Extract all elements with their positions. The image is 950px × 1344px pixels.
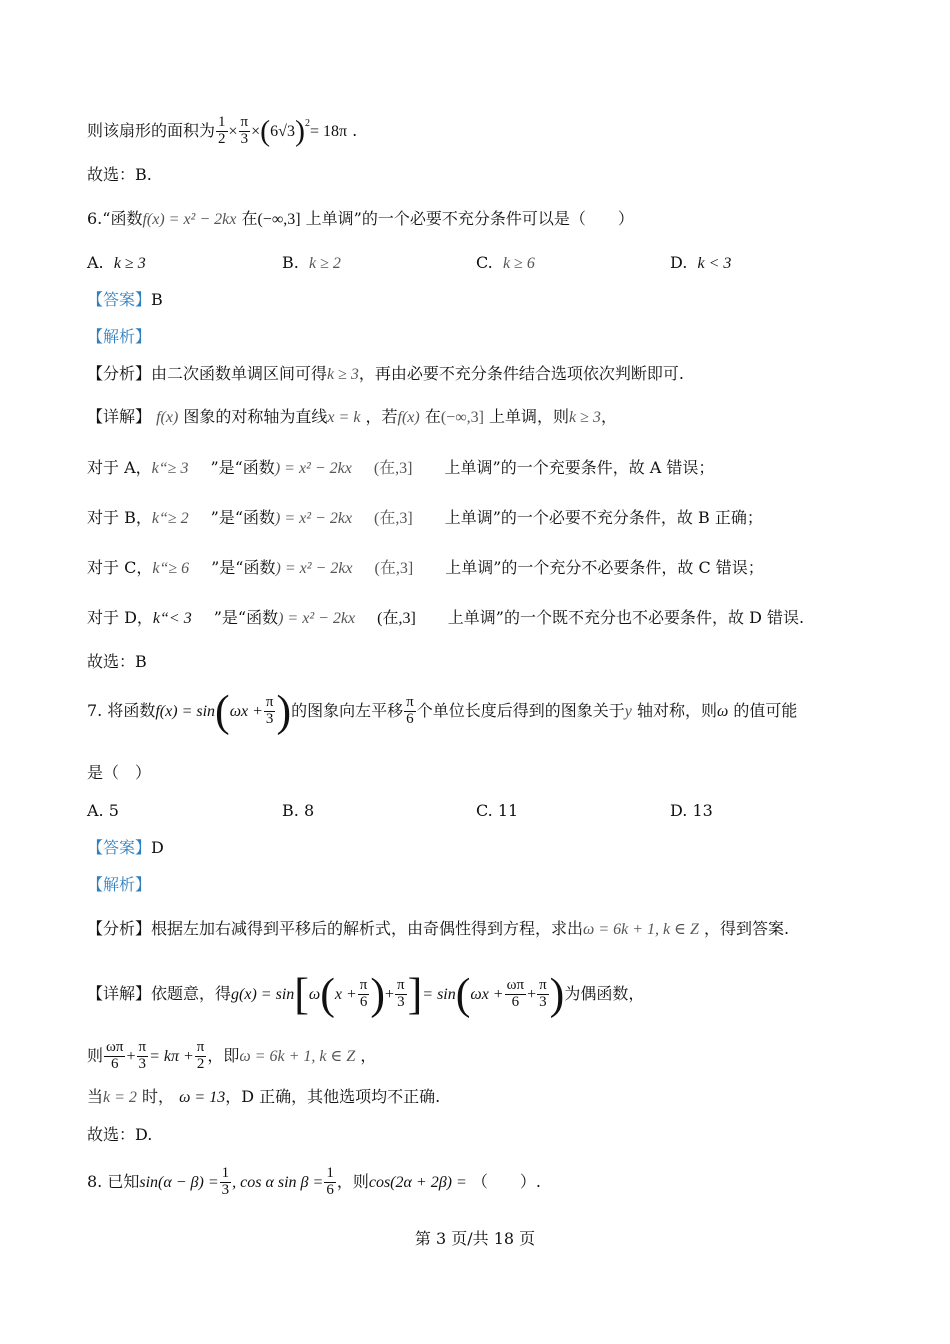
q7-fenxi: 【分析】根据左加右减得到平移后的解析式，由奇偶性得到方程，求出ω = 6k + 1, k ∈ Z ，得到答案. xyxy=(87,919,790,938)
q7-xiangjie: 【详解】依题意，得g(x) = sin[ω(x + $\frac{\pi}{6}$ )+ $\frac{\pi}{3}$ ]= sin(ωx + $\frac{\omega\pi}{6}$ + $\frac{\pi}{3}$ )为偶函数， xyxy=(87,969,645,1019)
q7-stem: 7. 将函数f(x) = sin(ωx + $\frac{\pi}{3}$ )的图象向左平移 $\frac{\pi}{6}$ 个单位长度后得到的图象关于y 轴对称，则ω 的值可能 xyxy=(87,686,798,736)
q7-stem-line2: 是（ ） xyxy=(87,763,152,782)
page-footer: 第 3 页/共 18 页 xyxy=(414,1229,536,1248)
q7-dang: 当k = 2 时， ω = 13，D 正确，其他选项均不正确. xyxy=(87,1087,441,1106)
q7-option-a: A. 5 xyxy=(87,801,119,820)
q6-case-b: 对于 B，k“≥ 2 ”是“函数) = x² − 2kx (在,3] 上单调”的一个必要不充分条件，故 B 正确； xyxy=(87,508,763,527)
q6-xiangjie: 【详解】 f(x) 图象的对称轴为直线x = k ，若f(x) 在(−∞,3] 上单调，则k ≥ 3， xyxy=(87,407,617,426)
q7-analysis-tag: 【解析】 xyxy=(87,875,152,894)
q6-analysis-tag: 【解析】 xyxy=(87,327,152,346)
q6-fenxi: 【分析】由二次函数单调区间可得k ≥ 3，再由必要不充分条件结合选项依次判断即可. xyxy=(87,364,685,383)
q6-option-b: B. k ≥ 2 xyxy=(282,253,341,272)
q6-option-a: A. k ≥ 3 xyxy=(87,253,146,272)
q6-stem: 6.“函数f(x) = x² − 2kx 在(−∞,3] 上单调”的一个必要不充分条件可以是（ ） xyxy=(87,209,634,228)
q7-conclusion: 故选：D. xyxy=(87,1125,153,1144)
q7-ze: 则 $\frac{\omega\pi}{6}$ + $\frac{\pi}{3}$ = kπ + $\frac{\pi}{2}$ ，即ω = 6k + 1, k ∈ Z ， xyxy=(87,1039,377,1072)
q6-case-c: 对于 C，k“≥ 6 ”是“函数) = x² − 2kx (在,3] 上单调”的一个充分不必要条件，故 C 错误； xyxy=(87,558,764,577)
q7-option-c: C. 11 xyxy=(476,801,519,820)
q7-option-b: B. 8 xyxy=(282,801,315,820)
q7-option-d: D. 13 xyxy=(670,801,713,820)
q6-answer: 【答案】B xyxy=(87,290,163,309)
q6-option-d: D. k < 3 xyxy=(670,253,732,272)
q6-case-d: 对于 D，k“< 3 ”是“函数) = x² − 2kx (在,3] 上单调”的一个既不充分也不必要条件，故 D 错误. xyxy=(87,608,805,627)
q6-conclusion: 故选：B xyxy=(87,652,147,671)
q6-case-a: 对于 A，k“≥ 3 ”是“函数) = x² − 2kx (在,3] 上单调”的一个充要条件，故 A 错误； xyxy=(87,458,715,477)
q6-option-c: C. k ≥ 6 xyxy=(476,253,535,272)
q5-conclusion: 故选：B. xyxy=(87,165,152,184)
q8-stem: 8. 已知sin(α − β) = $\frac{1}{3}$ , cos α sin β = $\frac{1}{6}$ ，则cos(2α + 2β) = （ ）. xyxy=(87,1165,541,1198)
q7-answer: 【答案】D xyxy=(87,838,164,857)
q5-area-line: 则该扇形的面积为 $\frac{1}{2}$ × $\frac{\pi}{3}$ $\times(6√3)^2= 18\pi$ . xyxy=(87,114,358,148)
